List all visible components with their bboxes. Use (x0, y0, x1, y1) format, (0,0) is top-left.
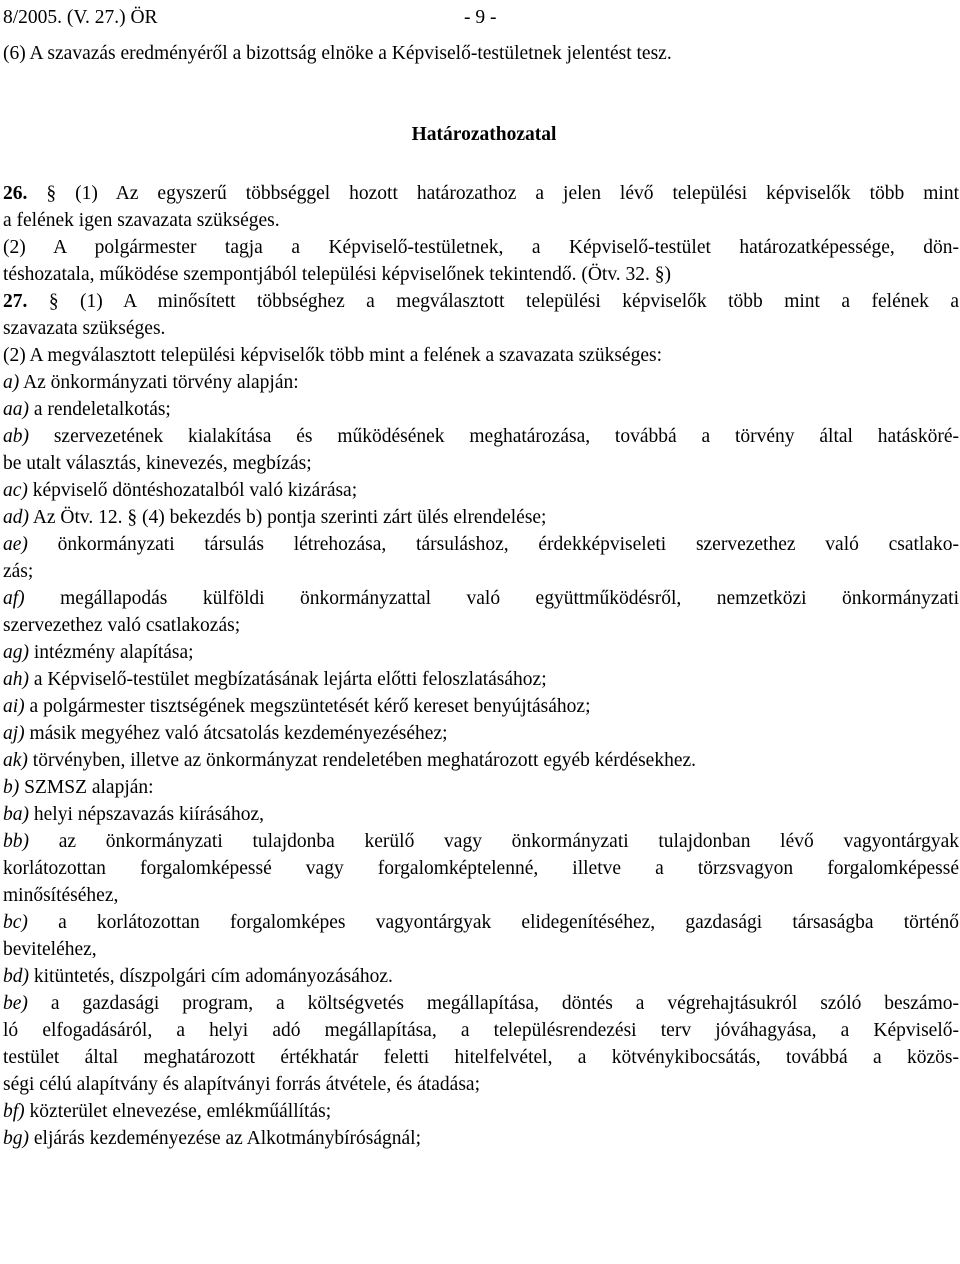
list-item-line: szervezethez való csatlakozás; (3, 615, 241, 636)
list-item-line: bf) közterület elnevezése, emlékműállítás; (3, 1101, 332, 1122)
list-item-line: af) megállapodás külföldi önkormányzattal való együttműködésről, nemzetközi önkormányzati (3, 588, 960, 609)
list-item-a: a) Az önkormányzati törvény alapján: (3, 372, 299, 393)
list-item-line: bc) a korlátozottan forgalomképes vagyontárgyak elidegenítéséhez, gazdasági társaságba történő (3, 912, 960, 933)
list-marker: ai) (3, 696, 25, 717)
list-item-line: bg) eljárás kezdeményezése az Alkotmánybíróságnál; (3, 1128, 421, 1149)
intro-paragraph: (6) A szavazás eredményéről a bizottság elnöke a Képviselő-testületnek jelentést tesz. (3, 43, 672, 64)
list-item-line: ad) Az Ötv. 12. § (4) bekezdés b) pontja szerinti zárt ülés elrendelése; (3, 507, 547, 528)
list-item-line: zás; (3, 561, 34, 582)
s27-p2-line: (2) A megválasztott települési képviselők több mint a felének a szavazata szükséges: (3, 345, 662, 366)
s27-p1-line-1: 27. § (1) A minősített többséghez a megválasztott települési képviselők több mint a felének a (3, 291, 959, 312)
section-heading: Határozathozatal (411, 124, 557, 145)
list-item-line: ló elfogadásáról, a helyi adó megállapítása, a településrendezési terv jóváhagyása, a Képviselő- (3, 1020, 959, 1041)
list-marker: bd) (3, 966, 29, 987)
a-sublist (3, 396, 959, 774)
s26-p2-line-1: (2) A polgármester tagja a Képviselő-testületnek, a Képviselő-testület határozatképessége, dön- (3, 237, 959, 258)
list-marker: ac) (3, 480, 28, 501)
list-item-line: bb) az önkormányzati tulajdonba kerülő vagy önkormányzati tulajdonban lévő vagyontárgyak (3, 831, 959, 852)
section-26 (3, 180, 959, 288)
list-marker: bg) (3, 1128, 29, 1149)
list-marker: ad) (3, 507, 29, 528)
list-marker: ah) (3, 669, 29, 690)
page-number: - 9 - (464, 7, 497, 28)
list-item-b: b) SZMSZ alapján: (3, 777, 154, 798)
list-item-line: ak) törvényben, illetve az önkormányzat rendeletében meghatározott egyéb kérdésekhez. (3, 750, 697, 771)
section-number-26: 26. (3, 183, 28, 204)
s26-p2-line-2: téshozatala, működése szempontjából települési képviselőnek tekintendő. (Ötv. 32. §) (3, 264, 672, 285)
list-marker: be) (3, 993, 28, 1014)
list-item-line: ag) intézmény alapítása; (3, 642, 194, 663)
list-item-line: be) a gazdasági program, a költségvetés megállapítása, döntés a végrehajtásukról szóló beszámo- (3, 993, 959, 1014)
list-item-line: testület által meghatározott értékhatár feletti hitelfelvétel, a kötvénykibocsátás, továbbá a közös- (3, 1047, 959, 1068)
list-item-line: ae) önkormányzati társulás létrehozása, társuláshoz, érdekképviseleti szervezethez való csatlako- (3, 534, 960, 555)
list-marker: a) (3, 372, 20, 393)
list-item-line: be utalt választás, kinevezés, megbízás; (3, 453, 312, 474)
list-item-line: minősítéséhez, (3, 885, 119, 906)
list-marker: ae) (3, 534, 28, 555)
list-marker: bf) (3, 1101, 25, 1122)
list-marker: ba) (3, 804, 29, 825)
list-marker: ab) (3, 426, 29, 447)
list-marker: aj) (3, 723, 25, 744)
page-header (3, 4, 959, 40)
document-page (3, 4, 959, 1152)
b-sublist (3, 801, 959, 1152)
s27-p1-line-2: szavazata szükséges. (3, 318, 166, 339)
list-marker: aa) (3, 399, 29, 420)
list-item-line: ah) a Képviselő-testület megbízatásának lejárta előtti feloszlatásához; (3, 669, 547, 690)
list-marker: bc) (3, 912, 28, 933)
document-reference: 8/2005. (V. 27.) ÖR (3, 7, 158, 28)
list-marker: b) (3, 777, 20, 798)
list-marker: bb) (3, 831, 29, 852)
list-item-line: ab) szervezetének kialakítása és működésének meghatározása, továbbá a törvény által hatásköré- (3, 426, 960, 447)
list-item-line: bd) kitüntetés, díszpolgári cím adományozásához. (3, 966, 393, 987)
list-item-line: ac) képviselő döntéshozatalból való kizárása; (3, 480, 358, 501)
list-item-line: aj) másik megyéhez való átcsatolás kezdeményezéséhez; (3, 723, 448, 744)
list-item-line: beviteléhez, (3, 939, 97, 960)
list-marker: af) (3, 588, 25, 609)
list-marker: ak) (3, 750, 28, 771)
list-item-line: aa) a rendeletalkotás; (3, 399, 171, 420)
s26-p1-line-2: a felének igen szavazata szükséges. (3, 210, 280, 231)
section-27 (3, 288, 959, 1152)
list-item-line: ba) helyi népszavazás kiírásához, (3, 804, 264, 825)
s26-p1-line-1: 26. § (1) Az egyszerű többséggel hozott határozathoz a jelen lévő települési képviselők több mint (3, 183, 960, 204)
list-item-line: ségi célú alapítvány és alapítványi forrás átvétele, és átadása; (3, 1074, 480, 1095)
list-marker: ag) (3, 642, 29, 663)
section-number-27: 27. (3, 291, 28, 312)
list-item-line: ai) a polgármester tisztségének megszüntetését kérő kereset benyújtásához; (3, 696, 591, 717)
list-item-line: korlátozottan forgalomképessé vagy forgalomképtelenné, illetve a törzsvagyon forgalomképessé (3, 858, 959, 879)
